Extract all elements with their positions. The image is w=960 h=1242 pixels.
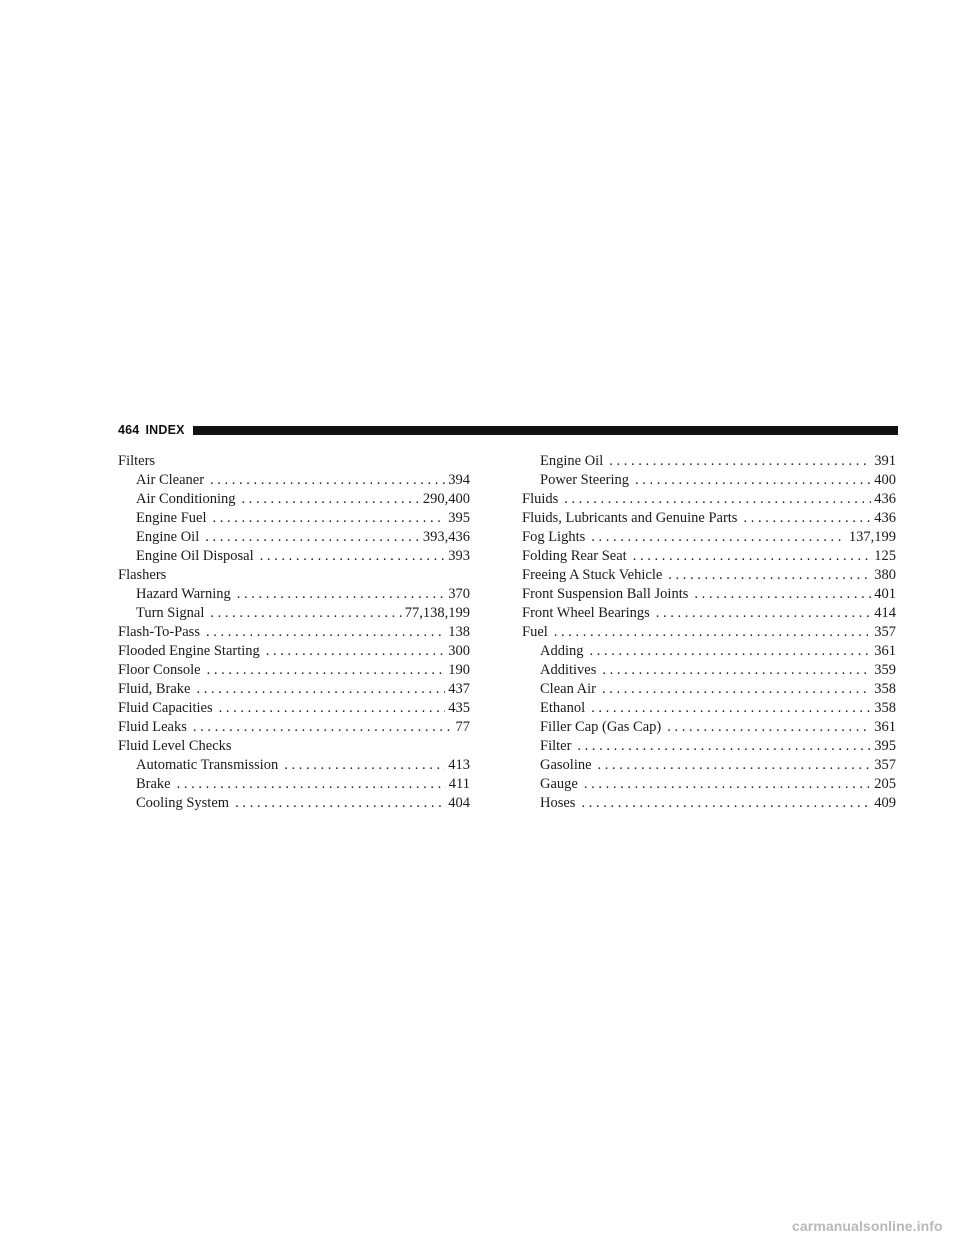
entry-page-ref: 357 [874,624,896,640]
entry-label: Clean Air [540,681,596,697]
entry-page-ref: 361 [874,719,896,735]
dot-leader [635,471,871,490]
entry-label: Fuel [522,624,548,640]
dot-leader [694,585,871,604]
entry-label: Flashers [118,567,167,583]
index-entry [118,604,470,623]
entry-label: Cooling System [136,795,230,811]
entry-label: Gasoline [540,757,592,773]
entry-label: Ethanol [540,700,586,716]
dot-leader [206,623,445,642]
entry-page-ref: 138 [448,624,470,640]
entry-page-ref: 137,199 [848,529,896,545]
dot-leader [212,509,445,528]
entry-page-ref: 401 [874,586,896,602]
index-entry [118,718,470,737]
entry-page-ref: 394 [448,472,470,488]
entry-page-ref: 435 [448,700,470,716]
entry-page-ref: 411 [448,776,470,792]
entry-label: Hoses [540,795,576,811]
dot-leader [197,680,446,699]
entry-page-ref: 395 [874,738,896,754]
entry-label: Adding [540,643,584,659]
index-entry [522,528,896,547]
dot-leader [743,509,871,528]
entry-label: Power Steering [540,472,629,488]
index-entry [118,490,470,509]
entry-page-ref: 359 [874,662,896,678]
entry-label: Front Suspension Ball Joints [522,586,689,602]
index-entry [522,718,896,737]
index-entry [118,547,470,566]
entry-page-ref: 437 [448,681,470,697]
index-entry [522,471,896,490]
dot-leader [591,528,846,547]
entry-page-ref: 436 [874,491,896,507]
entry-label: Fluid Level Checks [118,738,232,754]
index-entry [118,794,470,813]
dot-leader [242,490,420,509]
index-entry [118,699,470,718]
dot-leader [284,756,445,775]
entry-label: Air Cleaner [136,472,205,488]
dot-leader [656,604,871,623]
entry-label: Filter [540,738,572,754]
entry-page-ref: 357 [874,757,896,773]
entry-label: Automatic Transmission [136,757,279,773]
index-entry [522,661,896,680]
dot-leader [667,718,871,737]
entry-label: Turn Signal [136,605,205,621]
dot-leader [210,471,445,490]
entry-label: Brake [136,776,171,792]
dot-leader [260,547,446,566]
entry-page-ref: 125 [874,548,896,564]
entry-label: Fluids [522,491,559,507]
index-entry [118,756,470,775]
index-entry [118,775,470,794]
entry-page-ref: 190 [448,662,470,678]
entry-page-ref: 393 [448,548,470,564]
index-entry [118,661,470,680]
entry-page-ref: 290,400 [422,491,470,507]
entry-label: Engine Oil [136,529,200,545]
page-number: 464 [118,423,140,437]
index-entry [522,642,896,661]
entry-label: Gauge [540,776,578,792]
index-entry [118,509,470,528]
entry-label: Filler Cap (Gas Cap) [540,719,662,735]
dot-leader [193,718,453,737]
entry-page-ref: 358 [874,681,896,697]
dot-leader [564,490,871,509]
index-entry [118,471,470,490]
dot-leader [591,699,871,718]
index-heading [118,452,470,471]
index-entry [522,452,896,471]
index-entry [118,642,470,661]
entry-label: Fog Lights [522,529,586,545]
entry-label: Fluid Leaks [118,719,187,735]
entry-page-ref: 380 [874,567,896,583]
dot-leader [602,680,871,699]
entry-label: Fluid, Brake [118,681,191,697]
dot-leader [577,737,871,756]
entry-page-ref: 409 [874,795,896,811]
entry-page-ref: 300 [448,643,470,659]
index-entry [522,756,896,775]
dot-leader [590,642,872,661]
entry-page-ref: 400 [874,472,896,488]
dot-leader [602,661,871,680]
index-entry [522,680,896,699]
dot-leader [177,775,446,794]
dot-leader [581,794,871,813]
dot-leader [207,661,446,680]
dot-leader [609,452,871,471]
index-heading [118,737,470,756]
index-entry [522,623,896,642]
entry-label: Freeing A Stuck Vehicle [522,567,663,583]
entry-label: Front Wheel Bearings [522,605,650,621]
entry-page-ref: 436 [874,510,896,526]
entry-page-ref: 395 [448,510,470,526]
entry-page-ref: 414 [874,605,896,621]
watermark: carmanualsonline.info [792,1218,943,1234]
entry-label: Hazard Warning [136,586,231,602]
dot-leader [668,566,871,585]
dot-leader [237,585,445,604]
index-entry [522,737,896,756]
entry-page-ref: 370 [448,586,470,602]
dot-leader [584,775,871,794]
entry-label: Additives [540,662,597,678]
index-column-right [522,452,896,813]
index-entry [118,528,470,547]
index-entry [522,604,896,623]
entry-page-ref: 361 [874,643,896,659]
index-entry [522,699,896,718]
entry-label: Fluids, Lubricants and Genuine Parts [522,510,738,526]
index-entry [522,547,896,566]
index-entry [118,623,470,642]
entry-label: Filters [118,453,156,469]
entry-page-ref: 205 [874,776,896,792]
dot-leader [266,642,445,661]
entry-page-ref: 77 [455,719,470,735]
entry-label: Floor Console [118,662,201,678]
dot-leader [210,604,401,623]
entry-page-ref: 404 [448,795,470,811]
dot-leader [633,547,872,566]
dot-leader [205,528,420,547]
entry-page-ref: 393,436 [422,529,470,545]
entry-label: Fluid Capacities [118,700,213,716]
header-rule [193,426,898,435]
index-heading [118,566,470,585]
entry-label: Flooded Engine Starting [118,643,260,659]
entry-label: Air Conditioning [136,491,236,507]
entry-label: Engine Oil [540,453,604,469]
index-column-left [118,452,470,813]
index-entry [522,585,896,604]
page-header [118,422,898,438]
entry-label: Engine Fuel [136,510,207,526]
index-entry [118,585,470,604]
dot-leader [219,699,446,718]
index-entry [522,794,896,813]
index-entry [522,566,896,585]
section-title: INDEX [145,423,185,437]
entry-label: Flash-To-Pass [118,624,200,640]
dot-leader [235,794,445,813]
entry-page-ref: 391 [874,453,896,469]
index-entry [522,490,896,509]
index-entry [522,509,896,528]
index-entry [118,680,470,699]
entry-page-ref: 77,138,199 [404,605,470,621]
dot-leader [598,756,872,775]
index-entry [522,775,896,794]
entry-label: Folding Rear Seat [522,548,627,564]
entry-label: Engine Oil Disposal [136,548,254,564]
entry-page-ref: 358 [874,700,896,716]
entry-page-ref: 413 [448,757,470,773]
dot-leader [554,623,871,642]
